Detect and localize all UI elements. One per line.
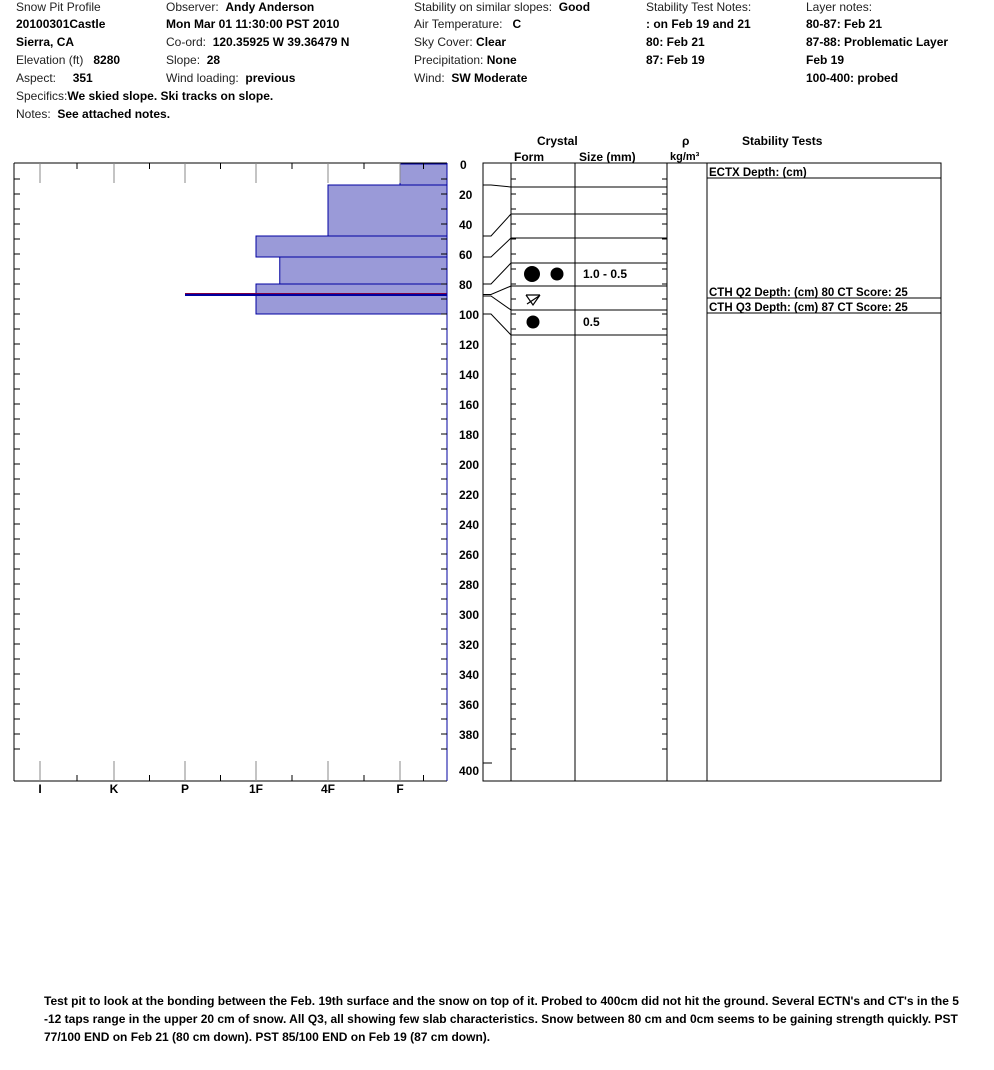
stability-label: Stability on similar slopes: bbox=[414, 0, 553, 14]
depth-tick-label: 100 bbox=[459, 308, 480, 322]
hardness-tick-label: 4F bbox=[320, 782, 336, 796]
layer-note: 100-400: probed bbox=[806, 71, 899, 85]
layer-connector bbox=[483, 214, 511, 236]
stability-test-entry: ECTX Depth: (cm) bbox=[709, 167, 807, 179]
depth-tick-label: 400 bbox=[459, 764, 480, 778]
precip-value: None bbox=[486, 53, 517, 67]
layer-connector bbox=[483, 286, 511, 295]
depth-tick-label: 200 bbox=[459, 458, 480, 472]
sky-value: Clear bbox=[476, 35, 507, 49]
observation-datetime: Mon Mar 01 11:30:00 PST 2010 bbox=[166, 17, 340, 31]
specifics-value: We skied slope. Ski tracks on slope. bbox=[67, 89, 274, 103]
table-frame bbox=[483, 163, 941, 781]
depth-tick-label: 320 bbox=[459, 638, 480, 652]
profile-title: Snow Pit Profile bbox=[16, 0, 101, 14]
wind-loading-value: previous bbox=[245, 71, 296, 85]
hardness-layer-bar bbox=[328, 185, 447, 236]
depth-tick-label: 40 bbox=[459, 218, 473, 232]
notes-label: Notes: bbox=[16, 107, 51, 121]
stability-tests-header: Stability Tests bbox=[742, 134, 823, 148]
size-header: Size (mm) bbox=[579, 150, 636, 164]
stability-value: Good bbox=[558, 0, 591, 14]
density-symbol-header: ρ bbox=[682, 134, 690, 148]
specifics-label: Specifics: bbox=[16, 89, 68, 103]
rounded-grain-icon bbox=[524, 266, 540, 282]
crystal-size-label: 0.5 bbox=[583, 315, 600, 329]
air-temp-value: C bbox=[512, 17, 522, 31]
depth-tick-label: 260 bbox=[459, 548, 480, 562]
location: Sierra, CA bbox=[16, 35, 75, 49]
hardness-tick-label: P bbox=[180, 782, 190, 796]
coord-value: 120.35925 W 39.36479 N bbox=[212, 35, 350, 49]
hardness-layer-bar bbox=[256, 284, 447, 314]
aspect-label: Aspect: bbox=[16, 71, 57, 85]
layer-note: 87-88: Problematic Layer bbox=[806, 35, 949, 49]
layer-note: Feb 19 bbox=[806, 53, 845, 67]
depth-tick-label: 80 bbox=[459, 278, 473, 292]
observer-value: Andy Anderson bbox=[225, 0, 315, 14]
depth-tick-label: 0 bbox=[460, 158, 467, 172]
depth-tick-label: 20 bbox=[459, 188, 473, 202]
wind-loading-label: Wind loading: bbox=[166, 71, 239, 85]
rounded-grain-icon bbox=[551, 268, 564, 281]
elevation-value: 8280 bbox=[93, 53, 121, 67]
layer-note: 80-87: Feb 21 bbox=[806, 17, 883, 31]
layer-notes-title: Layer notes: bbox=[806, 0, 873, 14]
stability-test-notes-title: Stability Test Notes: bbox=[646, 0, 752, 14]
layer-connector bbox=[483, 314, 511, 335]
depth-tick-label: 360 bbox=[459, 698, 480, 712]
sky-label: Sky Cover: bbox=[414, 35, 473, 49]
depth-tick-label: 380 bbox=[459, 728, 480, 742]
stability-test-note: 87: Feb 19 bbox=[646, 53, 705, 67]
footer-notes: Test pit to look at the bonding between the Feb. 19th surface and the snow on top of it. Probed to 400cm did not hit the ground. Several ECTN's and CT's in the 5 -12 taps range in the upper 20 cm of snow. All Q3, all showing few slab characteristics. Snow between 80 cm and 0cm seems to be gaining strength quickly. PST 77/100 END on Feb 21 (80 cm down). PST 85/100 END on Feb 19 (87 cm down). bbox=[44, 994, 959, 1044]
layer-connector bbox=[483, 238, 511, 257]
crystal-header: Crystal bbox=[537, 134, 578, 148]
density-unit-header: kg/m³ bbox=[670, 151, 700, 163]
layer-connector bbox=[483, 296, 511, 310]
hardness-tick-label: I bbox=[38, 782, 42, 796]
slope-label: Slope: bbox=[166, 53, 201, 67]
surface-hoar-icon bbox=[526, 295, 540, 305]
crystal-size-label: 1.0 - 0.5 bbox=[583, 267, 628, 281]
depth-tick-label: 340 bbox=[459, 668, 480, 682]
depth-tick-label: 300 bbox=[459, 608, 480, 622]
layer-connector bbox=[483, 263, 511, 284]
stability-test-entry: CTH Q2 Depth: (cm) 80 CT Score: 25 bbox=[709, 287, 908, 299]
depth-tick-label: 220 bbox=[459, 488, 480, 502]
observer-label: Observer: bbox=[166, 0, 219, 14]
hardness-tick-label: 1F bbox=[248, 782, 264, 796]
form-header: Form bbox=[514, 150, 544, 164]
depth-tick-label: 60 bbox=[459, 248, 473, 262]
depth-tick-label: 120 bbox=[459, 338, 480, 352]
depth-tick-label: 140 bbox=[459, 368, 480, 382]
depth-tick-label: 180 bbox=[459, 428, 480, 442]
layer-connector bbox=[483, 185, 511, 187]
hardness-layer-bar bbox=[280, 257, 447, 284]
rounded-grain-icon bbox=[527, 316, 540, 329]
aspect-value: 351 bbox=[72, 71, 93, 85]
hardness-layer-bar bbox=[256, 236, 447, 257]
stability-test-note: 80: Feb 21 bbox=[646, 35, 705, 49]
hardness-tick-label: F bbox=[396, 782, 404, 796]
stability-test-note: : on Feb 19 and 21 bbox=[646, 17, 751, 31]
precip-label: Precipitation: bbox=[414, 53, 484, 67]
stability-test-entry: CTH Q3 Depth: (cm) 87 CT Score: 25 bbox=[709, 302, 908, 314]
depth-tick-label: 280 bbox=[459, 578, 480, 592]
hardness-tick-label: K bbox=[109, 782, 119, 796]
notes-value: See attached notes. bbox=[57, 107, 171, 121]
elevation-label: Elevation (ft) bbox=[16, 53, 84, 67]
depth-tick-label: 160 bbox=[459, 398, 480, 412]
wind-value: SW Moderate bbox=[451, 71, 528, 85]
pit-name: 20100301Castle bbox=[16, 17, 106, 31]
coord-label: Co-ord: bbox=[166, 35, 207, 49]
air-temp-label: Air Temperature: bbox=[414, 17, 503, 31]
slope-value: 28 bbox=[206, 53, 221, 67]
depth-tick-label: 240 bbox=[459, 518, 480, 532]
wind-label: Wind: bbox=[414, 71, 445, 85]
